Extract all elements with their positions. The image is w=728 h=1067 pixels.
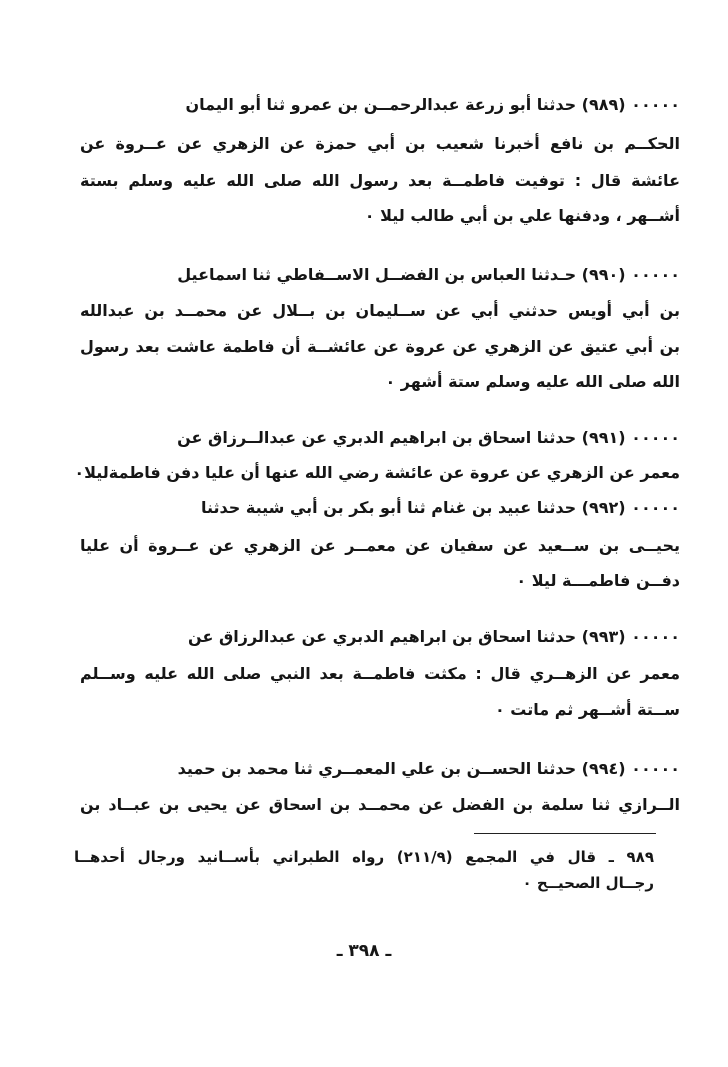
- hadith-990-line-2: بن أبي أويس حدثني أبي عن ســليمان بن بــلال عن محمــد بن عبدالله: [80, 301, 680, 320]
- hadith-989-line-1: ٠٠٠٠٠ (٩٨٩) حدثنا أبو زرعة عبدالرحمــن بن عمرو ثنا أبو اليمان: [185, 95, 680, 114]
- hadith-992-line-1: ٠٠٠٠٠ (٩٩٢) حدثنا عبيد بن غنام ثنا أبو بكر بن أبي شيبة حدثنا: [201, 498, 680, 517]
- hadith-990-line-4: الله صلى الله عليه وسلم ستة أشهر ٠: [385, 372, 680, 391]
- page-number: ـ ٣٩٨ ـ: [336, 941, 392, 961]
- footnote-separator: [474, 833, 656, 834]
- hadith-993-line-1: ٠٠٠٠٠ (٩٩٣) حدثنا اسحاق بن ابراهيم الدبري عن عبدالرزاق عن: [188, 627, 680, 646]
- hadith-990-line-3: بن أبي عتيق عن الزهري عن عروة عن عائشــة أن فاطمة عاشت بعد رسول: [80, 337, 680, 356]
- hadith-992-line-3: دفــن فاطمـــة ليلا ٠: [516, 571, 680, 590]
- hadith-990-line-1: ٠٠٠٠٠ (٩٩٠) حـدثنا العباس بن الفضــل الاســفاطي ثنا اسماعيل: [177, 265, 680, 284]
- hadith-993-line-3: ســتة أشــهر ثم ماتت ٠: [494, 700, 680, 719]
- hadith-991-line-2: معمر عن الزهري عن عروة عن عائشة رضي الله عنها أن عليا دفن فاطمةليلا٠: [74, 463, 680, 482]
- hadith-993-line-2: معمر عن الزهــري قال : مكثت فاطمــة بعد النبي صلى الله عليه وســلم: [80, 664, 680, 683]
- hadith-994-line-2: الــرازي ثنا سلمة بن الفضل عن محمــد بن اسحاق عن يحيى بن عبــاد بن: [80, 795, 680, 814]
- footnote-line-2: رجــال الصحيــح ٠: [522, 874, 654, 892]
- hadith-989-line-4: أشــهر ، ودفنها علي بن أبي طالب ليلا ٠: [364, 206, 680, 225]
- hadith-989-line-2: الحكــم بن نافع أخبرنا شعيب بن أبي حمزة عن الزهري عن عــروة عن: [80, 134, 680, 153]
- hadith-992-line-2: يحيــى بن ســعيد عن سفيان عن معمــر عن الزهري عن عــروة أن عليا: [80, 536, 680, 555]
- hadith-991-line-1: ٠٠٠٠٠ (٩٩١) حدثنا اسحاق بن ابراهيم الدبري عن عبدالــرزاق عن: [177, 428, 680, 447]
- hadith-994-line-1: ٠٠٠٠٠ (٩٩٤) حدثنا الحســن بن علي المعمــري ثنا محمد بن حميد: [177, 759, 680, 778]
- footnote-line-1: ٩٨٩ ـ قال في المجمع (٢١١/٩) رواه الطبراني بأســانيد ورجال أحدهــا: [74, 848, 654, 866]
- hadith-989-line-3: عائشة قال : توفيت فاطمــة بعد رسول الله صلى الله عليه وسلم بستة: [80, 171, 680, 190]
